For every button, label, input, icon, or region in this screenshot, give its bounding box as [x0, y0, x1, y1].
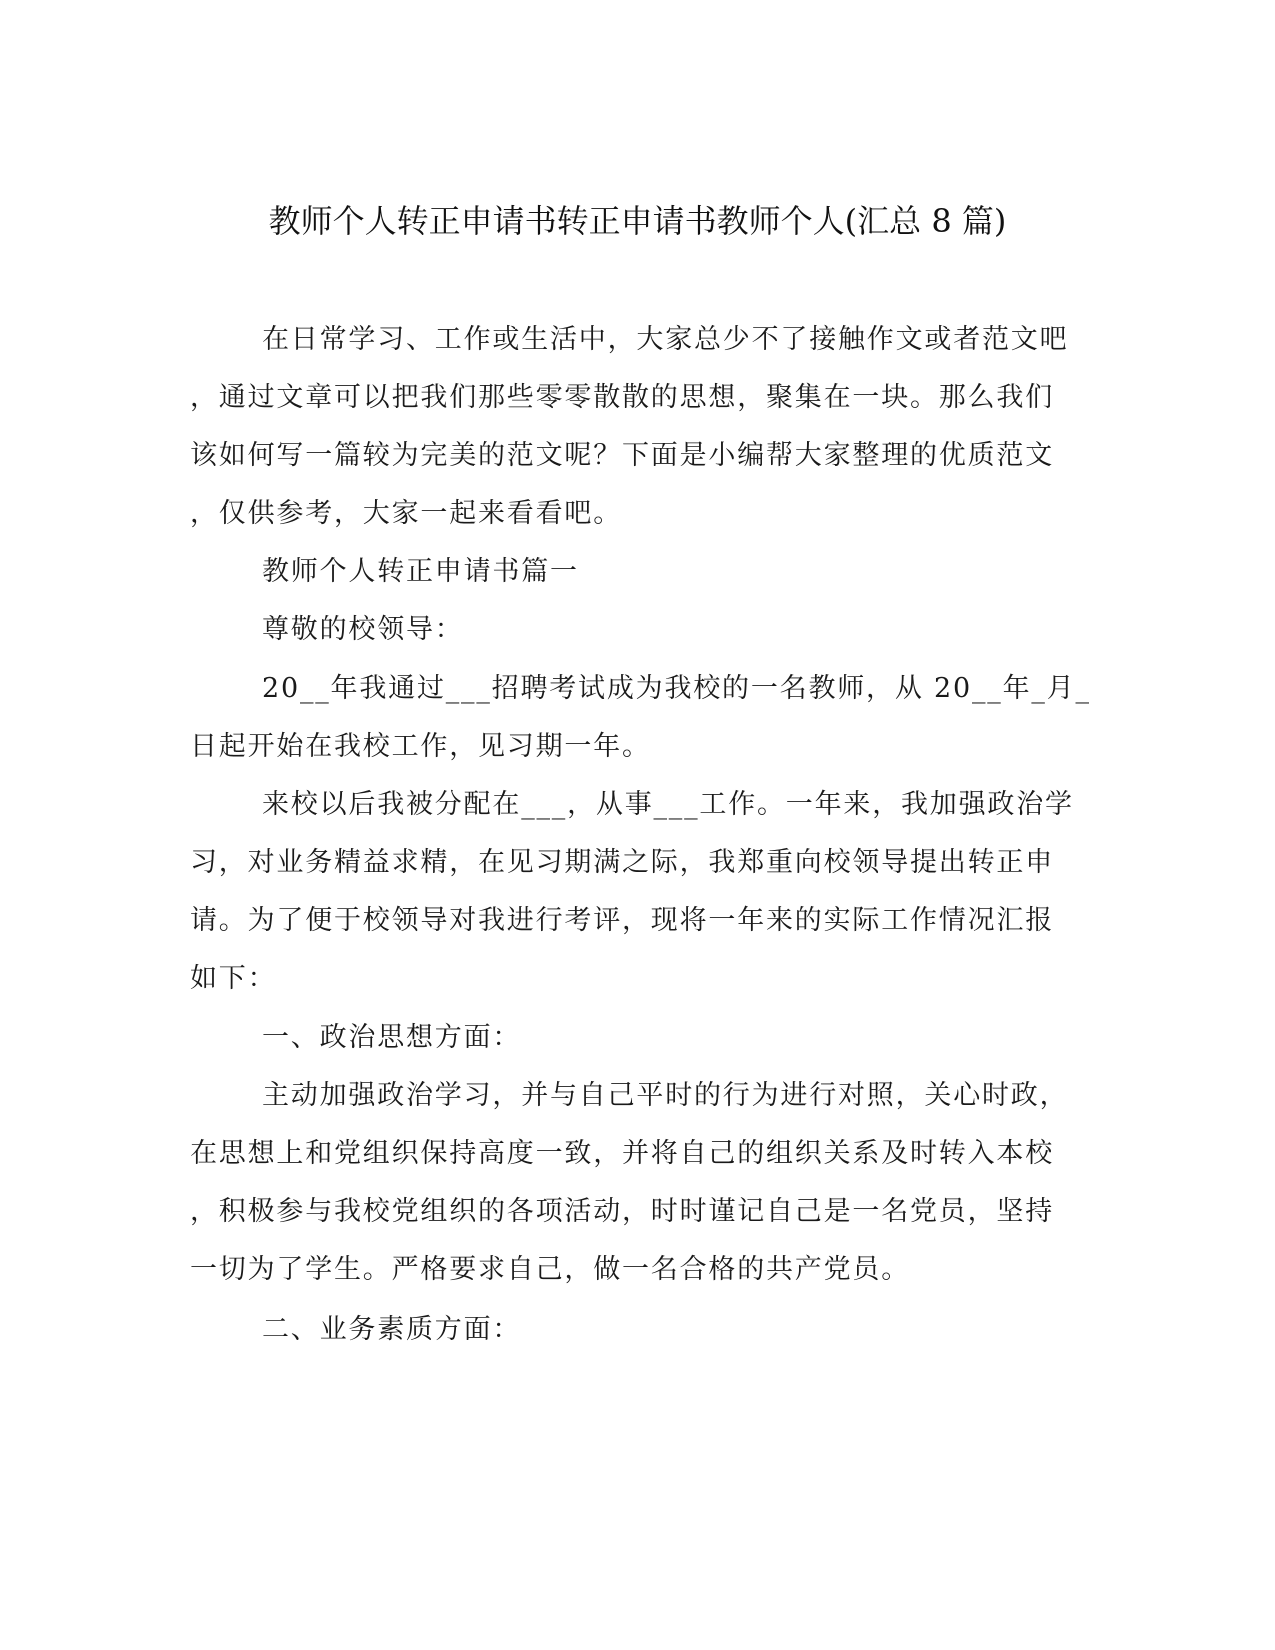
paragraph-line: 主动加强政治学习，并与自己平时的行为进行对照，关心时政， — [262, 1080, 1069, 1111]
paragraph-line: ，通过文章可以把我们那些零零散散的思想，聚集在一块。那么我们 — [190, 382, 1054, 413]
document-title: 教师个人转正申请书转正申请书教师个人(汇总 8 篇) — [268, 202, 1007, 240]
paragraph-line: ，仅供参考，大家一起来看看吧。 — [190, 498, 622, 529]
paragraph-line: ，积极参与我校党组织的各项活动，时时谨记自己是一名党员，坚持 — [190, 1196, 1054, 1227]
paragraph-line: 该如何写一篇较为完美的范文呢？下面是小编帮大家整理的优质范文 — [190, 440, 1054, 471]
section-heading: 教师个人转正申请书篇一 — [262, 556, 579, 587]
paragraph-line: 20__年我通过___招聘考试成为我校的一名教师，从 20__年_月_ — [262, 673, 1091, 704]
paragraph-line: 一切为了学生。严格要求自己，做一名合格的共产党员。 — [190, 1254, 910, 1285]
paragraph-line: 习，对业务精益求精，在见习期满之际，我郑重向校领导提出转正申 — [190, 847, 1054, 878]
subsection-heading: 二、业务素质方面： — [262, 1314, 522, 1345]
paragraph-line: 请。为了便于校领导对我进行考评，现将一年来的实际工作情况汇报 — [190, 905, 1054, 936]
paragraph-line: 在思想上和党组织保持高度一致，并将自己的组织关系及时转入本校 — [190, 1138, 1054, 1169]
salutation: 尊敬的校领导： — [262, 614, 464, 645]
paragraph-line: 来校以后我被分配在___，从事___工作。一年来，我加强政治学 — [262, 789, 1074, 820]
subsection-heading: 一、政治思想方面： — [262, 1022, 522, 1053]
paragraph-line: 在日常学习、工作或生活中，大家总少不了接触作文或者范文吧 — [262, 324, 1069, 355]
paragraph-line: 如下： — [190, 963, 277, 994]
paragraph-line: 日起开始在我校工作，见习期一年。 — [190, 731, 651, 762]
